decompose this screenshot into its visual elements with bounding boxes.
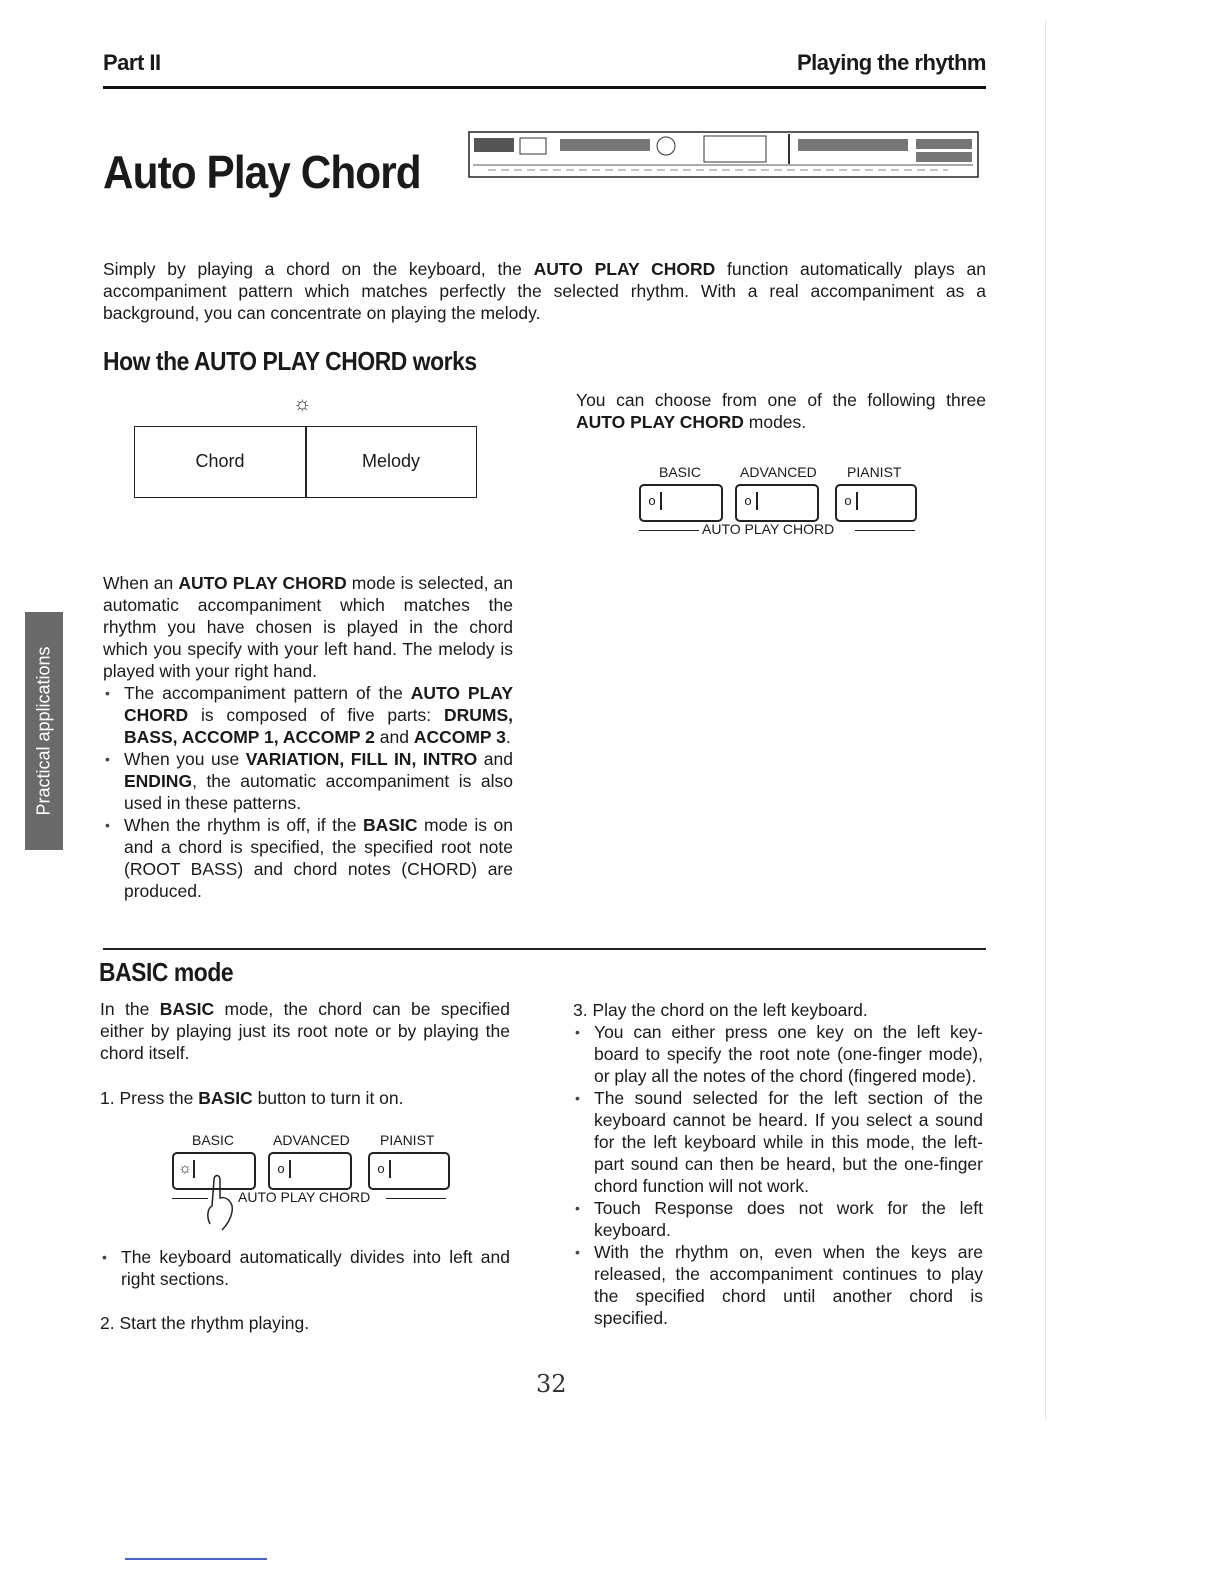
modes-intro-text: You can choose from one of the following three AUTO PLAY CHORD modes. xyxy=(576,390,986,432)
section1-bullet-2: • When you use VARIATION, FILL IN, INTRO and ENDING, the automatic accompaniment is also used in these patterns. xyxy=(103,748,513,814)
bottom-blue-line xyxy=(125,1558,267,1560)
light-icon: ☼ xyxy=(293,393,312,415)
step3-bullet-1: • You can either press one key on the left key-board to specify the root note (one-finger mode), or play all the notes of the chord (fingered mode). xyxy=(573,1021,983,1087)
advanced-button[interactable]: o xyxy=(735,484,819,522)
panel-illustration xyxy=(468,130,980,180)
group-label-2: AUTO PLAY CHORD xyxy=(238,1189,371,1205)
step-1: 1. Press the BASIC button to turn it on. xyxy=(100,1088,404,1108)
diagram-chord-label: Chord xyxy=(195,451,245,471)
basic-mode-right-column xyxy=(573,999,983,1329)
step3-bullet-2: • The sound selected for the left section of the keyboard cannot be heard. If you select a sound for the left keyboard while in this mode, the left-part sound can then be heard, but the one-finger chord function will not work. xyxy=(573,1087,983,1197)
intro-paragraph: Simply by playing a chord on the keyboard, the AUTO PLAY CHORD function automatically plays an accompaniment pattern which matches perfectly the selected rhythm. With a real accompaniment as a background, you can concentrate on playing the melody. xyxy=(103,259,986,323)
basic-mode-intro: In the BASIC mode, the chord can be specified either by playing just its root note or by playing the chord itself. xyxy=(100,999,510,1063)
advanced-label-2: ADVANCED xyxy=(273,1132,350,1148)
mode-buttons-diagram xyxy=(637,464,922,544)
step-2: 2. Start the rhythm playing. xyxy=(100,1313,310,1333)
step3-bullet-3: • Touch Response does not work for the left keyboard. xyxy=(573,1197,983,1241)
pianist-label-2: PIANIST xyxy=(380,1132,435,1148)
diagram-melody-label: Melody xyxy=(361,451,421,471)
group-label: AUTO PLAY CHORD xyxy=(702,521,835,537)
section1-bullet-1: • The accompaniment pattern of the AUTO PLAY CHORD is composed of five parts: DRUMS, BASS, ACCOMP 1, ACCOMP 2 and ACCOMP 3. xyxy=(103,682,513,748)
advanced-button-2[interactable]: o xyxy=(268,1152,352,1190)
header-rule xyxy=(103,86,986,89)
step-3: 3. Play the chord on the left keyboard. xyxy=(573,1000,868,1020)
section1-bullet-3: • When the rhythm is off, if the BASIC mode is on and a chord is specified, the specified root note (ROOT BASS) and chord notes (CHORD) are produced. xyxy=(103,814,513,902)
basic-label-2: BASIC xyxy=(192,1132,235,1148)
side-tab: Practical applications xyxy=(25,612,63,850)
finger-press-icon xyxy=(200,1172,246,1232)
step3-bullet-4: • With the rhythm on, even when the keys are released, the accompaniment continues to play the specified chord until another chord is specified. xyxy=(573,1241,983,1329)
section-heading-basic-mode: BASIC mode xyxy=(99,957,234,987)
basic-label: BASIC xyxy=(659,464,702,480)
step1-bullet: • The keyboard automatically divides into left and right sections. xyxy=(100,1246,510,1290)
section1-paragraph: When an AUTO PLAY CHORD mode is selected, an automatic accompaniment which matches the rhythm you have chosen is played in the chord which you specify with your left hand. The melody is played with your right hand. xyxy=(103,573,513,681)
pianist-label: PIANIST xyxy=(847,464,902,480)
page-number: 32 xyxy=(536,1370,567,1398)
basic-press-diagram xyxy=(170,1132,455,1232)
pianist-button[interactable]: o xyxy=(835,484,917,522)
section1-body xyxy=(103,572,513,902)
page-title: Auto Play Chord xyxy=(103,146,421,198)
chord-melody-diagram xyxy=(134,426,477,498)
basic-button[interactable]: o xyxy=(639,484,723,522)
advanced-label: ADVANCED xyxy=(740,464,817,480)
header-part: Part II xyxy=(103,50,161,75)
pianist-button-2[interactable]: o xyxy=(368,1152,450,1190)
basic-button-lit[interactable]: ☼ xyxy=(172,1152,256,1190)
section-heading-how-it-works: How the AUTO PLAY CHORD works xyxy=(103,346,477,376)
header-section: Playing the rhythm xyxy=(796,50,986,75)
section-divider xyxy=(103,948,986,950)
page-edge-line xyxy=(1045,20,1046,1420)
